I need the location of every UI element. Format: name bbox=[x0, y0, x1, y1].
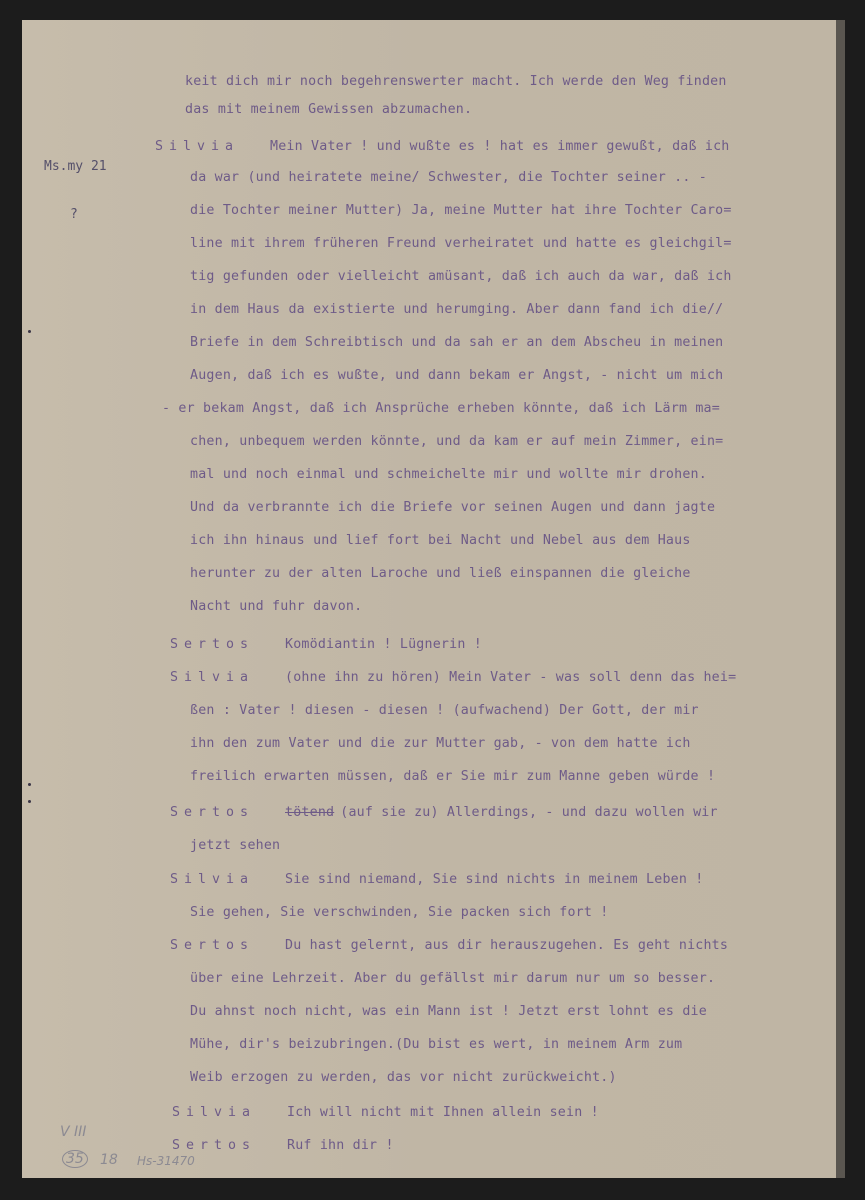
text-line bbox=[190, 170, 707, 186]
line-text: (auf sie zu) Allerdings, - und dazu wollen wir bbox=[340, 805, 718, 820]
text-line bbox=[190, 368, 723, 384]
line-text: line mit ihrem früheren Freund verheiratet und hatte es gleichgil= bbox=[190, 236, 732, 251]
line-text: ich ihn hinaus und lief fort bei Nacht und Nebel aus dem Haus bbox=[190, 533, 691, 548]
text-line bbox=[162, 401, 720, 417]
line-text: mal und noch einmal und schmeichelte mir und wollte mir drohen. bbox=[190, 467, 707, 482]
line-text: Du ahnst noch nicht, was ein Mann ist ! Jetzt erst lohnt es die bbox=[190, 1004, 707, 1019]
speech-line-silvia bbox=[172, 1105, 599, 1121]
speaker-name: Sertos bbox=[172, 1138, 257, 1153]
margin-mark bbox=[28, 800, 31, 803]
text-line bbox=[185, 74, 727, 90]
speaker-name: Silvia bbox=[170, 872, 255, 887]
text-line bbox=[190, 838, 280, 854]
line-text: über eine Lehrzeit. Aber du gefällst mir darum nur um so besser. bbox=[190, 971, 716, 986]
speaker-name: Silvia bbox=[172, 1105, 257, 1120]
line-text: Sie gehen, Sie verschwinden, Sie packen sich fort ! bbox=[190, 905, 609, 920]
line-text: das mit meinem Gewissen abzumachen. bbox=[185, 102, 473, 117]
text-line bbox=[190, 971, 715, 987]
text-line bbox=[190, 203, 732, 219]
pencil-signature: Hs-31470 bbox=[137, 1154, 195, 1168]
text-line bbox=[190, 1004, 707, 1020]
line-text: Und da verbrannte ich die Briefe vor seinen Augen und dann jagte bbox=[190, 500, 716, 515]
struck-word: tötend bbox=[285, 805, 335, 820]
text-line bbox=[190, 434, 723, 450]
speaker-name: Sertos bbox=[170, 805, 255, 820]
text-line bbox=[190, 769, 715, 785]
pencil-note-circled: 35 bbox=[62, 1150, 88, 1168]
text-line bbox=[190, 905, 608, 921]
speech-line-silvia bbox=[170, 670, 736, 686]
speech-line-sertos bbox=[170, 938, 728, 954]
speech-line-sertos bbox=[172, 1138, 394, 1154]
page-edge bbox=[836, 20, 845, 1178]
line-text: - er bekam Angst, daß ich Ansprüche erheben könnte, daß ich Lärm ma= bbox=[162, 401, 720, 416]
line-text: tig gefunden oder vielleicht amüsant, daß ich auch da war, daß ich bbox=[190, 269, 732, 284]
line-text: Sie sind niemand, Sie sind nichts in meinem Leben ! bbox=[285, 872, 704, 887]
line-text: in dem Haus da existierte und herumging. Aber dann fand ich die// bbox=[190, 302, 724, 317]
line-text: Ich will nicht mit Ihnen allein sein ! bbox=[287, 1105, 599, 1120]
line-text: chen, unbequem werden könnte, und da kam er auf mein Zimmer, ein= bbox=[190, 434, 724, 449]
text-line bbox=[190, 736, 691, 752]
line-text: Mein Vater ! und wußte es ! hat es immer gewußt, daß ich bbox=[270, 139, 730, 154]
margin-mark bbox=[28, 330, 31, 333]
speech-line-sertos bbox=[170, 805, 718, 821]
line-text: herunter zu der alten Laroche und ließ einspannen die gleiche bbox=[190, 566, 691, 581]
speech-line-silvia bbox=[155, 139, 730, 155]
line-text: Ruf ihn dir ! bbox=[287, 1138, 394, 1153]
text-line bbox=[190, 1070, 617, 1086]
line-text: Mühe, dir's beizubringen.(Du bist es wert, in meinem Arm zum bbox=[190, 1037, 683, 1052]
speaker-name: Silvia bbox=[155, 139, 240, 154]
line-text: Nacht und fuhr davon. bbox=[190, 599, 363, 614]
line-text: Komödiantin ! Lügnerin ! bbox=[285, 637, 482, 652]
text-line bbox=[190, 335, 723, 351]
speech-line-silvia bbox=[170, 872, 703, 888]
text-line bbox=[190, 533, 691, 549]
margin-note-ms: Ms.my 21 bbox=[44, 159, 107, 174]
speaker-name: Silvia bbox=[170, 670, 255, 685]
line-text: freilich erwarten müssen, daß er Sie mir zum Manne geben würde ! bbox=[190, 769, 716, 784]
line-text: Du hast gelernt, aus dir herauszugehen. Es geht nichts bbox=[285, 938, 729, 953]
speech-line-sertos bbox=[170, 637, 482, 653]
text-line bbox=[190, 500, 715, 516]
line-text: ihn den zum Vater und die zur Mutter gab, - von dem hatte ich bbox=[190, 736, 691, 751]
line-text: da war (und heiratete meine/ Schwester, die Tochter seiner .. - bbox=[190, 170, 707, 185]
line-text: Weib erzogen zu werden, das vor nicht zurückweicht.) bbox=[190, 1070, 617, 1085]
line-text: die Tochter meiner Mutter) Ja, meine Mutter hat ihre Tochter Caro= bbox=[190, 203, 732, 218]
line-text: Briefe in dem Schreibtisch und da sah er an dem Abscheu in meinen bbox=[190, 335, 724, 350]
text-line bbox=[190, 566, 691, 582]
line-text: Augen, daß ich es wußte, und dann bekam er Angst, - nicht um mich bbox=[190, 368, 724, 383]
pencil-note-roman: V III bbox=[60, 1124, 87, 1140]
line-text: keit dich mir noch begehrenswerter macht. Ich werde den Weg finden bbox=[185, 74, 727, 89]
text-line bbox=[185, 102, 472, 118]
text-line bbox=[190, 703, 699, 719]
text-line bbox=[190, 236, 732, 252]
line-text: jetzt sehen bbox=[190, 838, 281, 853]
text-line bbox=[190, 1037, 682, 1053]
text-line bbox=[190, 467, 707, 483]
text-line bbox=[190, 599, 362, 615]
margin-mark bbox=[28, 783, 31, 786]
speaker-name: Sertos bbox=[170, 637, 255, 652]
text-line bbox=[190, 269, 732, 285]
margin-note-question: ? bbox=[70, 207, 78, 222]
text-line bbox=[190, 302, 723, 318]
line-text: (ohne ihn zu hören) Mein Vater - was soll denn das hei= bbox=[285, 670, 737, 685]
pencil-note-number: 18 bbox=[100, 1152, 118, 1168]
speaker-name: Sertos bbox=[170, 938, 255, 953]
line-text: ßen : Vater ! diesen - diesen ! (aufwachend) Der Gott, der mir bbox=[190, 703, 699, 718]
